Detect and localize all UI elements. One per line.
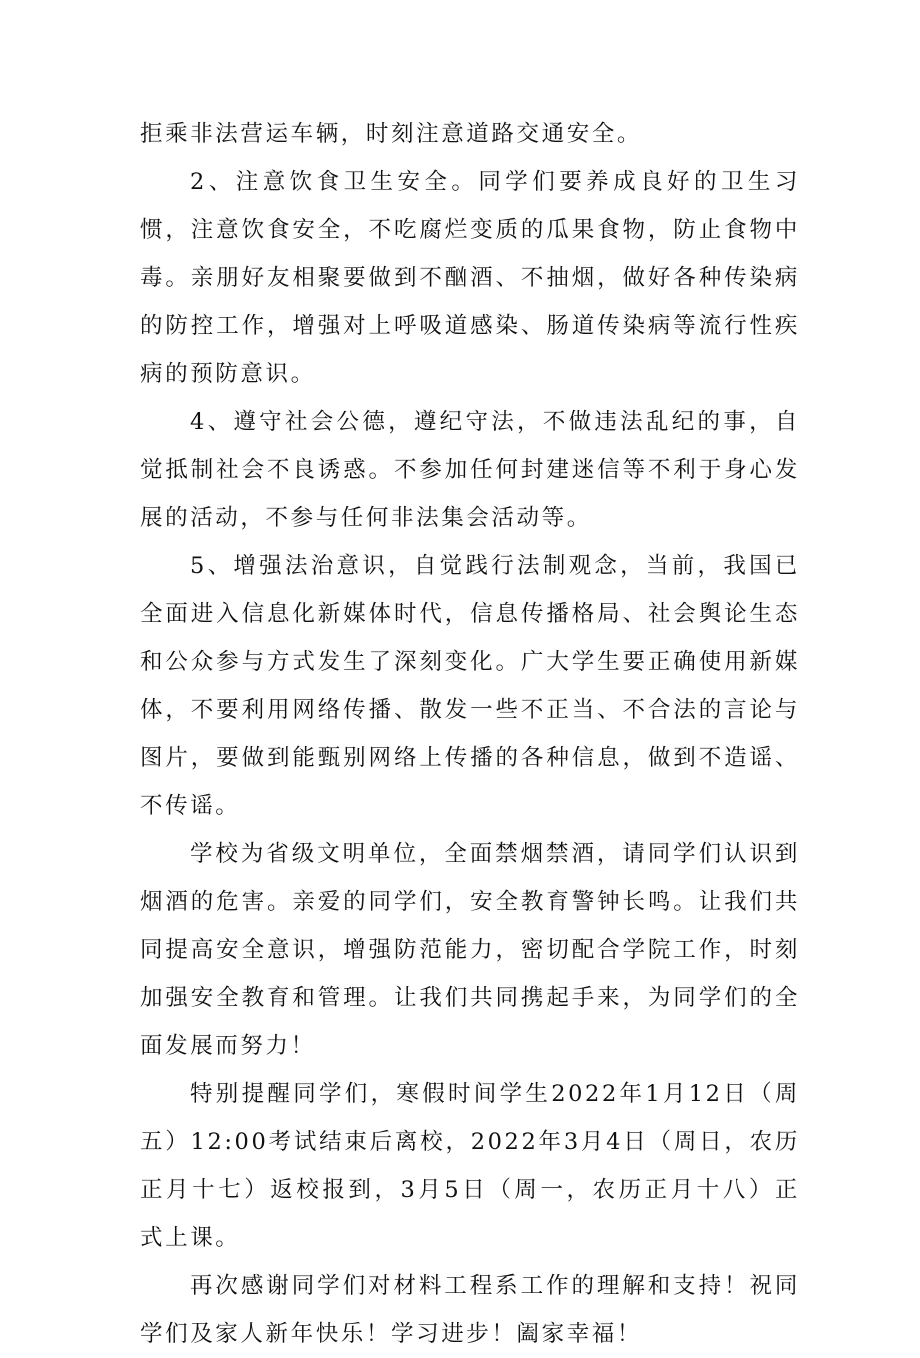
paragraph-social-morality: 4、遵守社会公德，遵纪守法，不做违法乱纪的事，自觉抵制社会不良诱惑。不参加任何封建迷信等不利于身心发展的活动，不参与任何非法集会活动等。 [140, 409, 800, 531]
paragraph-smoke-free-campus: 学校为省级文明单位，全面禁烟禁酒，请同学们认识到烟酒的危害。亲爱的同学们，安全教育警钟长鸣。让我们共同提高安全意识，增强防范能力，密切配合学院工作，时刻加强安全教育和管理。让我们共同携起手来，为同学们的全面发展而努力！ [140, 841, 800, 1059]
paragraph-food-safety: 2、注意饮食卫生安全。同学们要养成良好的卫生习惯，注意饮食安全，不吃腐烂变质的瓜果食物，防止食物中毒。亲朋好友相聚要做到不酗酒、不抽烟，做好各种传染病的防控工作，增强对上呼吸道感染、肠道传染病等流行性疾病的预防意识。 [140, 169, 800, 387]
paragraph-continuation: 拒乘非法营运车辆，时刻注意道路交通安全。 [140, 121, 643, 147]
document-body [140, 110, 800, 1358]
paragraph-legal-awareness: 5、增强法治意识，自觉践行法制观念，当前，我国已全面进入信息化新媒体时代，信息传播格局、社会舆论生态和公众参与方式发生了深刻变化。广大学生要正确使用新媒体，不要利用网络传播、散发一些不正当、不合法的言论与图片，要做到能甄别网络上传播的各种信息，做到不造谣、不传谣。 [140, 553, 800, 819]
paragraph-holiday-schedule: 特别提醒同学们，寒假时间学生2022年1月12日（周五）12:00考试结束后离校，2022年3月4日（周日，农历正月十七）返校报到，3月5日（周一，农历正月十八）正式上课。 [140, 1081, 800, 1251]
paragraph-closing-thanks: 再次感谢同学们对材料工程系工作的理解和支持！祝同学们及家人新年快乐！学习进步！阖家幸福！ [140, 1273, 800, 1347]
